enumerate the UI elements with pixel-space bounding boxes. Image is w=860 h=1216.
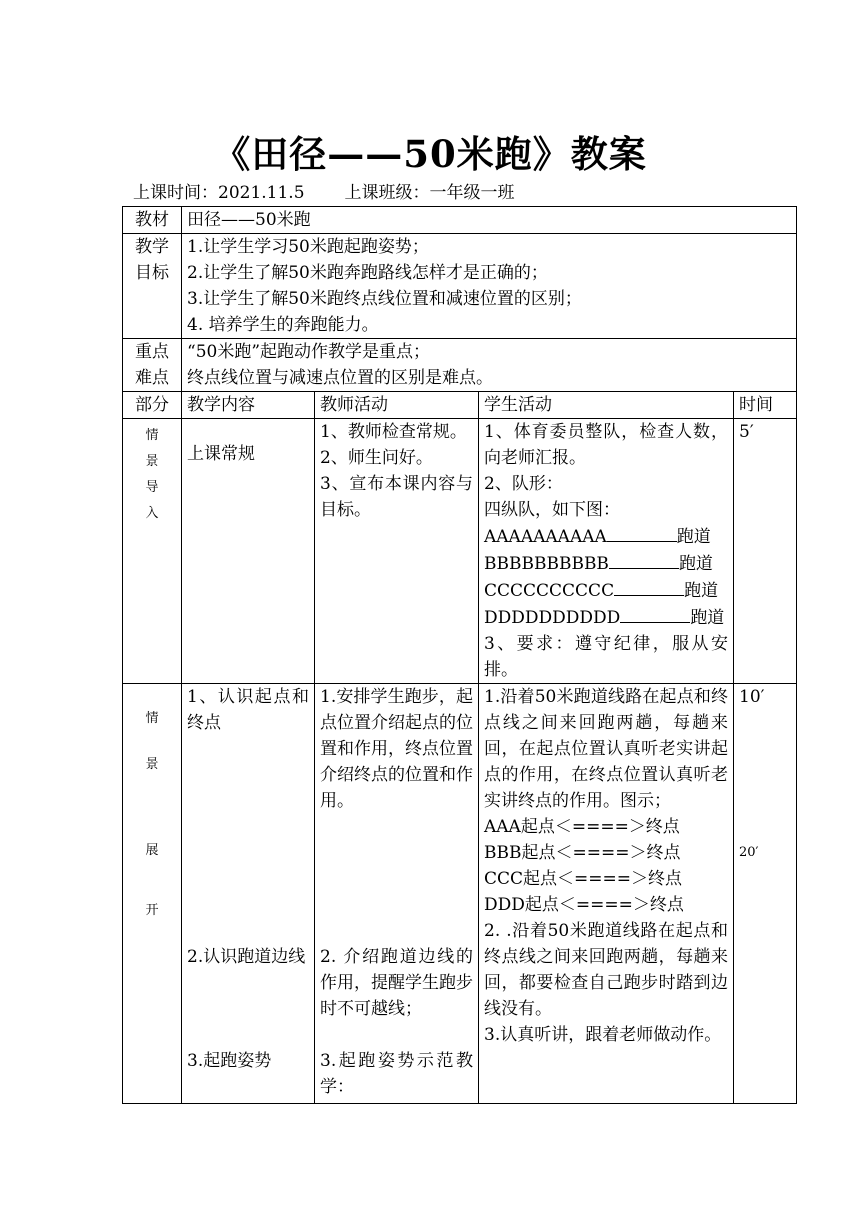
goal-item: 2.让学生了解50米跑奔跑路线怎样才是正确的； [187, 263, 548, 283]
header-row [123, 392, 797, 419]
diagram-line: BBB起点＜====＞终点 [484, 843, 681, 863]
material-value: 田径——50米跑 [182, 207, 797, 234]
track-row: AAAAAAAAAA 跑道 [484, 523, 728, 550]
section-intro-content: 上课常规 [182, 419, 315, 684]
track-row: CCCCCCCCCC 跑道 [484, 577, 728, 604]
section-main-row [123, 684, 797, 1104]
lesson-class: 上课班级：一年级一班 [344, 183, 515, 203]
header-teacher: 教师活动 [315, 392, 479, 419]
key-point-item: “50米跑”起跑动作教学是重点； [187, 342, 431, 362]
key-points-label: 重点 难点 [123, 339, 182, 392]
header-time: 时间 [734, 392, 797, 419]
key-points-list [182, 339, 797, 392]
goal-item: 3.让学生了解50米跑终点线位置和减速位置的区别； [187, 289, 582, 309]
material-row [123, 207, 797, 234]
goal-item: 1.让学生学习50米跑起跑姿势； [187, 237, 429, 257]
diagram-line: CCC起点＜====＞终点 [484, 869, 682, 889]
goal-item: 4. 培养学生的奔跑能力。 [187, 315, 379, 335]
track-row: DDDDDDDDDD 跑道 [484, 604, 728, 631]
lesson-time: 上课时间：2021.11.5 [133, 183, 305, 203]
lesson-plan-table [122, 206, 797, 1104]
diagram-line: DDD起点＜====＞终点 [484, 895, 684, 915]
section-main-time: 10′ 20′ [734, 684, 797, 1104]
key-point-item: 终点线位置与减速点位置的区别是难点。 [187, 368, 493, 388]
material-label: 教材 [123, 207, 182, 234]
goals-label: 教学 目标 [123, 234, 182, 339]
key-points-row [123, 339, 797, 392]
section-intro-teacher: 1、教师检查常规。 2、师生问好。 3、宣布本课内容与目标。 [315, 419, 479, 684]
header-content: 教学内容 [182, 392, 315, 419]
section-main-teacher: 1.安排学生跑步，起点位置介绍起点的位置和作用，终点位置介绍终点的位置和作用。 2. 介绍跑道边线的作用，提醒学生跑步时不可越线； 3.起跑姿势示范教学： [315, 684, 479, 1104]
track-row: BBBBBBBBBB 跑道 [484, 550, 728, 577]
goals-row [123, 234, 797, 339]
section-main-student: 1.沿着50米跑道线路在起点和终点线之间来回跑两趟，每趟来回，在起点位置认真听老实讲起点的作用，在终点位置认真听老实讲终点的作用。图示； AAA起点＜====＞终点 BBB起点＜====＞终点 CCC起点＜====＞终点 DDD起点＜====＞终点 2. .沿着50米跑道线路在起点和终点线之间来回跑两趟，每趟来回，都要检查自己跑步时踏到边线没有。 3.认真听讲，跟着老师做动作。 [479, 684, 734, 1104]
section-intro-row [123, 419, 797, 684]
page-title: 《田径——50米跑》教案 [213, 132, 647, 176]
section-intro-student: 1、体育委员整队，检查人数，向老师汇报。 2、队形： 四纵队，如下图： AAAAAAAAAA 跑道 BBBBBBBBBB 跑道 CCCCCCCCCC 跑道 DDDDDDDDDD 跑道 3、要求：遵守纪律，服从安排。 [479, 419, 734, 684]
header-student: 学生活动 [479, 392, 734, 419]
goals-list [182, 234, 797, 339]
header-part: 部分 [123, 392, 182, 419]
section-intro-part: 情 景 导 入 [123, 419, 182, 684]
diagram-line: AAA起点＜====＞终点 [484, 817, 680, 837]
lesson-meta [133, 181, 515, 205]
section-main-content: 1、认识起点和终点 2.认识跑道边线 3.起跑姿势 [182, 684, 315, 1104]
section-main-part: 情 景 展 开 [123, 684, 182, 1104]
section-intro-time: 5′ [734, 419, 797, 684]
